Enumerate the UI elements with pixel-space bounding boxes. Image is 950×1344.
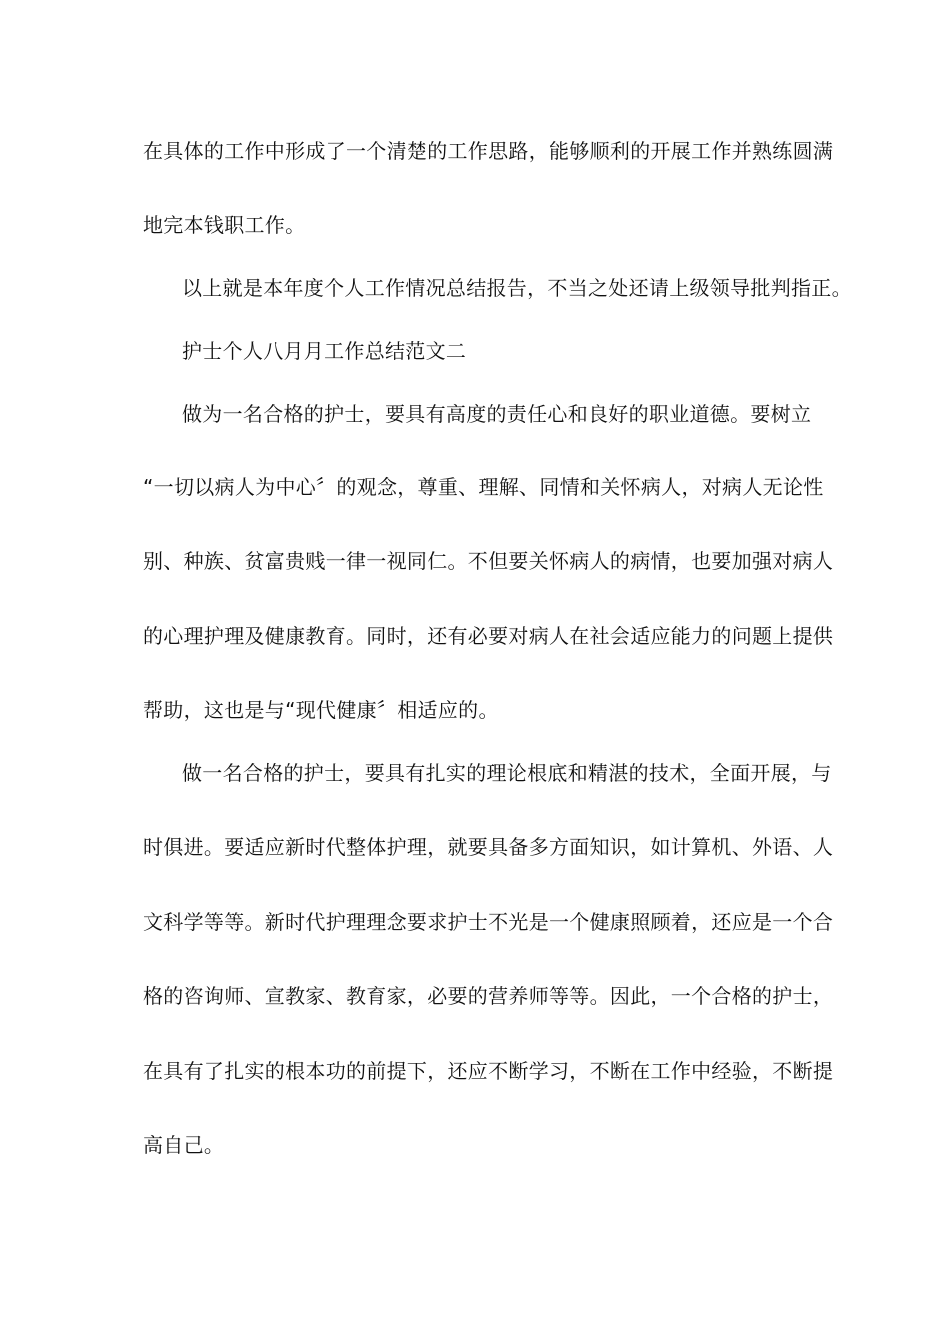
text-line: 格的咨询师、宣教家、教育家，必要的营养师等等。因此，一个合格的护士， [143,984,834,1008]
text-line: 在具体的工作中形成了一个清楚的工作思路，能够顺利的开展工作并熟练圆满 [143,139,834,163]
text-line: 在具有了扎实的根本功的前提下，还应不断学习，不断在工作中经验，不断提 [143,1059,834,1083]
text-line: 做为一名合格的护士，要具有高度的责任心和良好的职业道德。要树立 [182,402,812,426]
section-heading: 护士个人八月月工作总结范文二 [182,339,467,363]
text-line: 时俱进。要适应新时代整体护理，就要具备多方面知识，如计算机、外语、人 [143,835,834,859]
text-line: 地完本钱职工作。 [143,213,306,237]
text-line: 以上就是本年度个人工作情况总结报告，不当之处还请上级领导批判指正。 [182,276,852,300]
text-line: 文科学等等。新时代护理理念要求护士不光是一个健康照顾着，还应是一个合 [143,910,834,934]
text-line: 别、种族、贫富贵贱一律一视同仁。不但要关怀病人的病情，也要加强对病人 [143,549,834,573]
text-line: 高自己。 [143,1133,225,1157]
text-line: 做一名合格的护士，要具有扎实的理论根底和精湛的技术，全面开展，与 [182,761,832,785]
text-line: 的心理护理及健康教育。同时，还有必要对病人在社会适应能力的问题上提供 [143,624,834,648]
text-line: “一切以病人为中心〞的观念，尊重、理解、同情和关怀病人，对病人无论性 [143,475,824,499]
text-line: 帮助，这也是与“现代健康〞相适应的。 [143,698,499,722]
